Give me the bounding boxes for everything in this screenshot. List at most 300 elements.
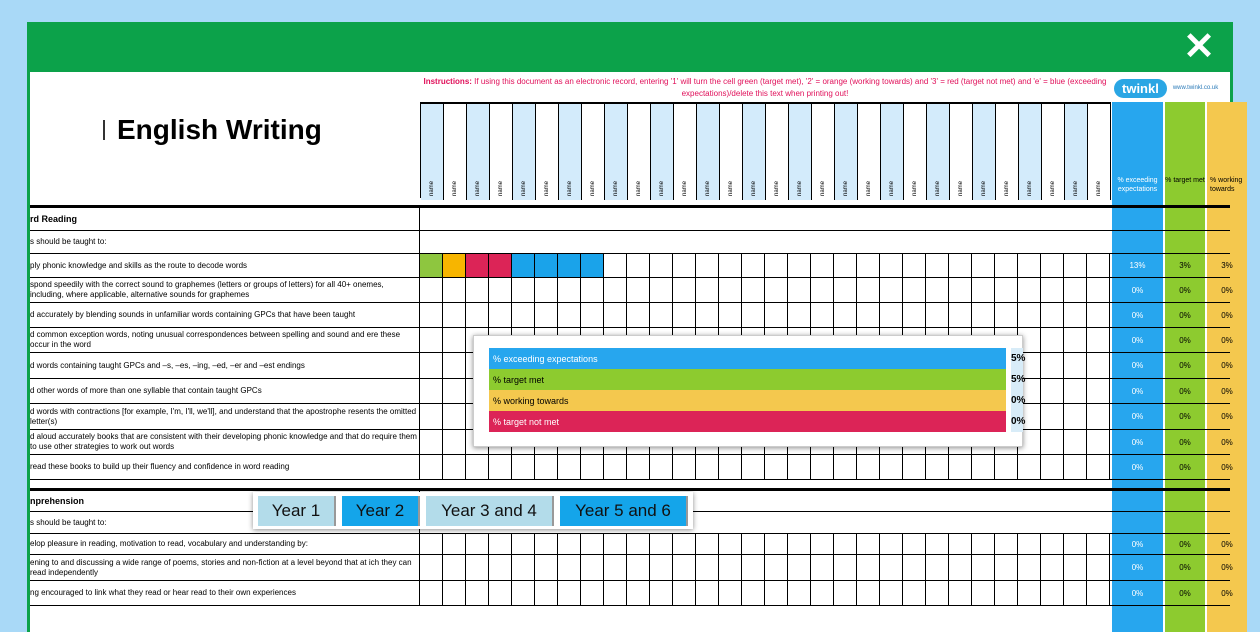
grade-cell[interactable]	[1041, 379, 1064, 403]
grade-cell[interactable]	[696, 555, 719, 580]
grade-cell[interactable]	[604, 278, 627, 302]
grade-cell[interactable]	[834, 555, 857, 580]
grade-cell[interactable]	[558, 278, 581, 302]
grade-cell[interactable]	[1087, 353, 1110, 378]
grade-cell[interactable]	[558, 455, 581, 479]
pupil-name-header[interactable]	[421, 104, 444, 200]
grade-cell[interactable]	[604, 254, 627, 277]
cursor-bar	[103, 120, 105, 140]
grade-cell[interactable]	[811, 455, 834, 479]
grade-cell[interactable]	[535, 278, 558, 302]
grade-cell[interactable]	[857, 555, 880, 580]
grade-cell[interactable]	[995, 534, 1018, 554]
pupil-name-header[interactable]	[1088, 104, 1111, 200]
grade-cell[interactable]	[972, 254, 995, 277]
pupil-name-header[interactable]	[720, 104, 743, 200]
grade-cell[interactable]	[673, 455, 696, 479]
pupil-name-header[interactable]	[835, 104, 858, 200]
grade-cell[interactable]	[489, 303, 512, 327]
objective-label: d aloud accurately books that are consistent with their developing phonic knowledge and that do require them to use other strategies to work out words	[30, 430, 420, 454]
grade-cell[interactable]	[650, 254, 673, 277]
grade-cell[interactable]	[420, 379, 443, 403]
pupil-name-header[interactable]	[789, 104, 812, 200]
grade-cell[interactable]	[719, 278, 742, 302]
pupil-name: name	[889, 180, 895, 196]
grade-cell[interactable]	[857, 455, 880, 479]
grade-cell[interactable]	[1041, 303, 1064, 327]
pct-value: 0%	[1131, 361, 1144, 370]
grade-cell[interactable]	[420, 581, 443, 605]
grade-cell[interactable]	[880, 254, 903, 277]
grade-cell[interactable]	[420, 404, 443, 429]
grade-cell[interactable]	[1041, 581, 1064, 605]
pupil-name-header[interactable]	[582, 104, 605, 200]
grade-cell[interactable]	[558, 254, 581, 277]
grade-cell[interactable]	[1087, 328, 1110, 352]
grade-cell[interactable]	[719, 555, 742, 580]
grade-cell[interactable]	[1064, 254, 1087, 277]
grade-cell[interactable]	[420, 555, 443, 580]
grade-cell[interactable]	[443, 303, 466, 327]
grade-cell[interactable]	[903, 254, 926, 277]
grade-cell[interactable]	[1087, 581, 1110, 605]
grade-cell[interactable]	[673, 534, 696, 554]
pupil-name: name	[1050, 180, 1056, 196]
grade-cell[interactable]	[1064, 303, 1087, 327]
grade-cell[interactable]	[696, 303, 719, 327]
grade-cell[interactable]	[719, 581, 742, 605]
legend-bar: % target met	[489, 369, 1006, 390]
grade-cell[interactable]	[719, 455, 742, 479]
grade-cell[interactable]	[926, 254, 949, 277]
grade-cell[interactable]	[995, 555, 1018, 580]
grade-cell[interactable]	[742, 581, 765, 605]
grade-cell[interactable]	[1087, 534, 1110, 554]
grade-cell[interactable]	[926, 455, 949, 479]
grade-cell[interactable]	[857, 303, 880, 327]
grade-cell[interactable]	[512, 581, 535, 605]
grade-cell[interactable]	[811, 278, 834, 302]
pupil-name-header[interactable]	[766, 104, 789, 200]
grade-cell[interactable]	[627, 303, 650, 327]
grade-cell[interactable]	[811, 534, 834, 554]
grade-cell[interactable]	[949, 303, 972, 327]
legend-bar: % target not met	[489, 411, 1006, 432]
grade-cell[interactable]	[581, 303, 604, 327]
tab-year-4[interactable]: Year 5 and 6	[560, 496, 688, 526]
grade-cell[interactable]	[972, 303, 995, 327]
grade-cell[interactable]	[627, 254, 650, 277]
grade-cell[interactable]	[903, 455, 926, 479]
grade-cell[interactable]	[1018, 303, 1041, 327]
grade-cell[interactable]	[420, 353, 443, 378]
grade-cell[interactable]	[765, 534, 788, 554]
grade-cell[interactable]	[466, 303, 489, 327]
pupil-name: name	[912, 180, 918, 196]
grade-cell[interactable]	[857, 581, 880, 605]
grade-cell[interactable]	[949, 534, 972, 554]
grade-cell[interactable]	[834, 534, 857, 554]
grade-cell[interactable]	[420, 534, 443, 554]
grade-cell[interactable]	[696, 278, 719, 302]
grade-cell[interactable]	[788, 581, 811, 605]
pupil-name-header[interactable]	[490, 104, 513, 200]
grade-cell[interactable]	[535, 555, 558, 580]
grade-cell[interactable]	[765, 455, 788, 479]
grade-cell[interactable]	[512, 455, 535, 479]
grade-cell[interactable]	[1064, 379, 1087, 403]
grade-cell[interactable]	[420, 278, 443, 302]
grade-cell[interactable]	[857, 254, 880, 277]
tab-year-3[interactable]: Year 3 and 4	[426, 496, 554, 526]
grade-cell[interactable]	[627, 534, 650, 554]
pupil-name-header[interactable]	[513, 104, 536, 200]
grade-cell[interactable]	[1018, 534, 1041, 554]
pct-value: 0%	[1179, 285, 1191, 295]
grade-cell[interactable]	[420, 254, 443, 277]
grade-cell[interactable]	[1064, 581, 1087, 605]
grade-cell[interactable]	[1087, 555, 1110, 580]
grade-cell[interactable]	[650, 303, 673, 327]
grade-cell[interactable]	[788, 534, 811, 554]
grade-cell[interactable]	[949, 278, 972, 302]
pupil-name: name	[1004, 180, 1010, 196]
grade-cell[interactable]	[581, 581, 604, 605]
grade-cell[interactable]	[535, 254, 558, 277]
grade-cell[interactable]	[926, 303, 949, 327]
grade-cell[interactable]	[420, 303, 443, 327]
pupil-name-header[interactable]	[651, 104, 674, 200]
grade-cell[interactable]	[696, 455, 719, 479]
grade-cell[interactable]	[604, 303, 627, 327]
grade-cell[interactable]	[1018, 278, 1041, 302]
grade-cell[interactable]	[489, 581, 512, 605]
grade-cell[interactable]	[443, 379, 466, 403]
grade-cell[interactable]	[466, 254, 489, 277]
objective-label: s should be taught to:	[30, 231, 420, 253]
grade-cell[interactable]	[696, 581, 719, 605]
grade-cell[interactable]	[1018, 555, 1041, 580]
grade-cell[interactable]	[420, 328, 443, 352]
grade-cell[interactable]	[558, 581, 581, 605]
grade-cell[interactable]	[719, 534, 742, 554]
grade-cell[interactable]	[512, 555, 535, 580]
grade-cell[interactable]	[650, 534, 673, 554]
grade-cell[interactable]	[765, 555, 788, 580]
grade-cell[interactable]	[535, 455, 558, 479]
grade-cell[interactable]	[995, 455, 1018, 479]
grade-cell[interactable]	[627, 278, 650, 302]
pupil-name-header[interactable]	[996, 104, 1019, 200]
grade-cell[interactable]	[1087, 379, 1110, 403]
grade-cell[interactable]	[788, 455, 811, 479]
grade-cell[interactable]	[1041, 430, 1064, 454]
grade-cell[interactable]	[880, 278, 903, 302]
grade-cell[interactable]	[1087, 303, 1110, 327]
pupil-name-header[interactable]	[858, 104, 881, 200]
grade-cell[interactable]	[811, 254, 834, 277]
grade-cell[interactable]	[1087, 404, 1110, 429]
pupil-name-header[interactable]	[467, 104, 490, 200]
grade-cell[interactable]	[972, 278, 995, 302]
grade-cell[interactable]	[972, 581, 995, 605]
grade-cell[interactable]	[1041, 353, 1064, 378]
grade-cell[interactable]	[926, 534, 949, 554]
pct-value: 0%	[1131, 386, 1144, 396]
grade-cell[interactable]	[788, 303, 811, 327]
grade-cell[interactable]	[834, 278, 857, 302]
grade-cell[interactable]	[535, 534, 558, 554]
grade-cell[interactable]	[811, 555, 834, 580]
grade-cell[interactable]	[627, 581, 650, 605]
grade-cell[interactable]	[880, 534, 903, 554]
grade-cell[interactable]	[1041, 404, 1064, 429]
pupil-name-header[interactable]	[628, 104, 651, 200]
grade-cell[interactable]	[972, 534, 995, 554]
grade-cell[interactable]	[489, 254, 512, 277]
grade-cell[interactable]	[972, 455, 995, 479]
grade-cell[interactable]	[443, 404, 466, 429]
grade-cell[interactable]	[788, 254, 811, 277]
grade-cell[interactable]	[604, 581, 627, 605]
pupil-name-header[interactable]	[950, 104, 973, 200]
grade-cell[interactable]	[443, 353, 466, 378]
pupil-name-header[interactable]	[1065, 104, 1088, 200]
grade-cell[interactable]	[742, 254, 765, 277]
grade-cell[interactable]	[466, 534, 489, 554]
grade-cell[interactable]	[1064, 430, 1087, 454]
pupil-name-header[interactable]	[559, 104, 582, 200]
grade-cell[interactable]	[581, 278, 604, 302]
grade-cell[interactable]	[443, 430, 466, 454]
grade-cell[interactable]	[466, 278, 489, 302]
grade-cell[interactable]	[1041, 455, 1064, 479]
instructions	[420, 76, 1110, 100]
grade-cell[interactable]	[742, 303, 765, 327]
grade-cell[interactable]	[673, 254, 696, 277]
grade-cell[interactable]	[880, 455, 903, 479]
grade-cell[interactable]	[742, 555, 765, 580]
grade-cell[interactable]	[443, 581, 466, 605]
grade-cell[interactable]	[673, 581, 696, 605]
table-row	[30, 455, 1233, 480]
grade-cell[interactable]	[834, 254, 857, 277]
grade-cell[interactable]	[581, 555, 604, 580]
pct-met-header: % target met	[1165, 177, 1205, 184]
grade-cell[interactable]	[857, 534, 880, 554]
grade-cell[interactable]	[581, 455, 604, 479]
grade-cell[interactable]	[420, 455, 443, 479]
grade-cell[interactable]	[742, 278, 765, 302]
year-tabs	[253, 492, 693, 529]
grade-cell[interactable]	[788, 555, 811, 580]
grade-cell[interactable]	[443, 254, 466, 277]
pupil-name-header[interactable]	[881, 104, 904, 200]
table-row	[30, 534, 1233, 555]
grade-cell[interactable]	[811, 581, 834, 605]
grade-cell[interactable]	[443, 534, 466, 554]
pct-value: 0%	[1179, 335, 1191, 345]
pct-value: 0%	[1221, 361, 1233, 370]
grade-cell[interactable]	[558, 534, 581, 554]
objective-label: d accurately by blending sounds in unfamiliar words containing GPCs that have been taught	[30, 303, 420, 327]
grade-cell[interactable]	[558, 555, 581, 580]
row	[30, 480, 1230, 488]
close-icon[interactable]: ✕	[1183, 26, 1215, 68]
pupil-name-header[interactable]	[812, 104, 835, 200]
pct-value: 0%	[1221, 462, 1233, 472]
grade-cell[interactable]	[627, 455, 650, 479]
pupil-name-header[interactable]	[444, 104, 467, 200]
grade-cell[interactable]	[1041, 278, 1064, 302]
grade-cell[interactable]	[926, 278, 949, 302]
grade-cell[interactable]	[765, 581, 788, 605]
pct-value: 0%	[1179, 310, 1191, 320]
grade-cell[interactable]	[489, 534, 512, 554]
pct-value: 0%	[1221, 335, 1233, 345]
grade-cell[interactable]	[650, 278, 673, 302]
grade-cell[interactable]	[765, 254, 788, 277]
pupil-name-header[interactable]	[904, 104, 927, 200]
grade-cell[interactable]	[1064, 328, 1087, 352]
grade-cell[interactable]	[880, 581, 903, 605]
grade-cell[interactable]	[719, 254, 742, 277]
grade-cell[interactable]	[558, 303, 581, 327]
tab-year-2[interactable]: Year 2	[342, 496, 420, 526]
grade-cell[interactable]	[650, 581, 673, 605]
pupil-name-header[interactable]	[674, 104, 697, 200]
grade-cell[interactable]	[949, 254, 972, 277]
grade-cell[interactable]	[1087, 430, 1110, 454]
grade-cell[interactable]	[995, 254, 1018, 277]
grade-cell[interactable]	[443, 555, 466, 580]
pupil-name-header[interactable]	[1042, 104, 1065, 200]
grade-cell[interactable]	[1041, 328, 1064, 352]
dialog-frame	[27, 22, 1243, 632]
grade-cell[interactable]	[1087, 278, 1110, 302]
grade-cell[interactable]	[880, 303, 903, 327]
grade-cell[interactable]	[834, 581, 857, 605]
grade-cell[interactable]	[535, 581, 558, 605]
grade-cell[interactable]	[1018, 581, 1041, 605]
grade-cell[interactable]	[1041, 254, 1064, 277]
grade-cell[interactable]	[765, 278, 788, 302]
pupil-name-header[interactable]	[743, 104, 766, 200]
grade-cell[interactable]	[420, 430, 443, 454]
grade-cell[interactable]	[903, 581, 926, 605]
grade-cell[interactable]	[742, 534, 765, 554]
grade-cell[interactable]	[857, 278, 880, 302]
grade-cell[interactable]	[489, 555, 512, 580]
grade-cell[interactable]	[903, 534, 926, 554]
grade-cell[interactable]	[1041, 534, 1064, 554]
grade-cell[interactable]	[1041, 555, 1064, 580]
grade-cell[interactable]	[627, 555, 650, 580]
grade-cell[interactable]	[949, 455, 972, 479]
grade-cell[interactable]	[489, 278, 512, 302]
pupil-name-header[interactable]	[973, 104, 996, 200]
grade-cell[interactable]	[535, 303, 558, 327]
grade-cell[interactable]	[443, 278, 466, 302]
grade-cell[interactable]	[512, 254, 535, 277]
grade-cell[interactable]	[466, 581, 489, 605]
grade-cell[interactable]	[604, 455, 627, 479]
grade-cell[interactable]	[926, 555, 949, 580]
grade-cell[interactable]	[512, 303, 535, 327]
grade-cell[interactable]	[742, 455, 765, 479]
grade-cell[interactable]	[673, 278, 696, 302]
grade-cell[interactable]	[1018, 455, 1041, 479]
grade-cell[interactable]	[995, 303, 1018, 327]
pupil-name-header[interactable]	[927, 104, 950, 200]
grade-cell[interactable]	[466, 455, 489, 479]
pupil-name-header[interactable]	[697, 104, 720, 200]
grade-cell[interactable]	[903, 303, 926, 327]
grade-cell[interactable]	[696, 534, 719, 554]
grade-cell[interactable]	[466, 555, 489, 580]
grade-cell[interactable]	[788, 278, 811, 302]
grade-cell[interactable]	[834, 303, 857, 327]
grade-cell[interactable]	[903, 555, 926, 580]
grade-cell[interactable]	[880, 555, 903, 580]
grade-cell[interactable]	[1018, 254, 1041, 277]
grade-cell[interactable]	[604, 555, 627, 580]
grade-cell[interactable]	[926, 581, 949, 605]
grade-cell[interactable]	[903, 278, 926, 302]
grade-cell[interactable]	[949, 581, 972, 605]
pupil-name: name	[636, 180, 642, 196]
grade-cell[interactable]	[1064, 555, 1087, 580]
grade-cell[interactable]	[834, 455, 857, 479]
grade-cell[interactable]	[811, 303, 834, 327]
grade-cell[interactable]	[1064, 404, 1087, 429]
grade-cell[interactable]	[1064, 534, 1087, 554]
grade-cell[interactable]	[1064, 278, 1087, 302]
tab-year-1[interactable]: Year 1	[258, 496, 336, 526]
grade-cell[interactable]	[673, 303, 696, 327]
pupil-name-header[interactable]	[605, 104, 628, 200]
pct-value: 0%	[1131, 563, 1144, 572]
grade-cell[interactable]	[1087, 254, 1110, 277]
grade-cell[interactable]	[696, 254, 719, 277]
grade-cell[interactable]	[604, 534, 627, 554]
grade-cell[interactable]	[1087, 455, 1110, 479]
grade-cell[interactable]	[443, 328, 466, 352]
section-header-row	[30, 208, 1230, 231]
grade-cell[interactable]	[719, 303, 742, 327]
grade-cell[interactable]	[489, 455, 512, 479]
pupil-name: name	[659, 180, 665, 196]
grade-cell[interactable]	[1064, 455, 1087, 479]
grade-cell[interactable]	[443, 455, 466, 479]
grade-cell[interactable]	[650, 555, 673, 580]
grade-cell[interactable]	[581, 534, 604, 554]
grade-cell[interactable]	[1064, 353, 1087, 378]
grade-cell[interactable]	[512, 278, 535, 302]
pct-towards-header: % working towards	[1210, 177, 1243, 193]
grade-cell[interactable]	[995, 278, 1018, 302]
grade-cell[interactable]	[512, 534, 535, 554]
grade-cell[interactable]	[972, 555, 995, 580]
grade-cell[interactable]	[949, 555, 972, 580]
grade-cell[interactable]	[581, 254, 604, 277]
grade-cell[interactable]	[673, 555, 696, 580]
pupil-name-header[interactable]	[536, 104, 559, 200]
grade-cell[interactable]	[995, 581, 1018, 605]
pupil-name-header[interactable]	[1019, 104, 1042, 200]
grade-cell[interactable]	[650, 455, 673, 479]
grade-cell[interactable]	[765, 303, 788, 327]
